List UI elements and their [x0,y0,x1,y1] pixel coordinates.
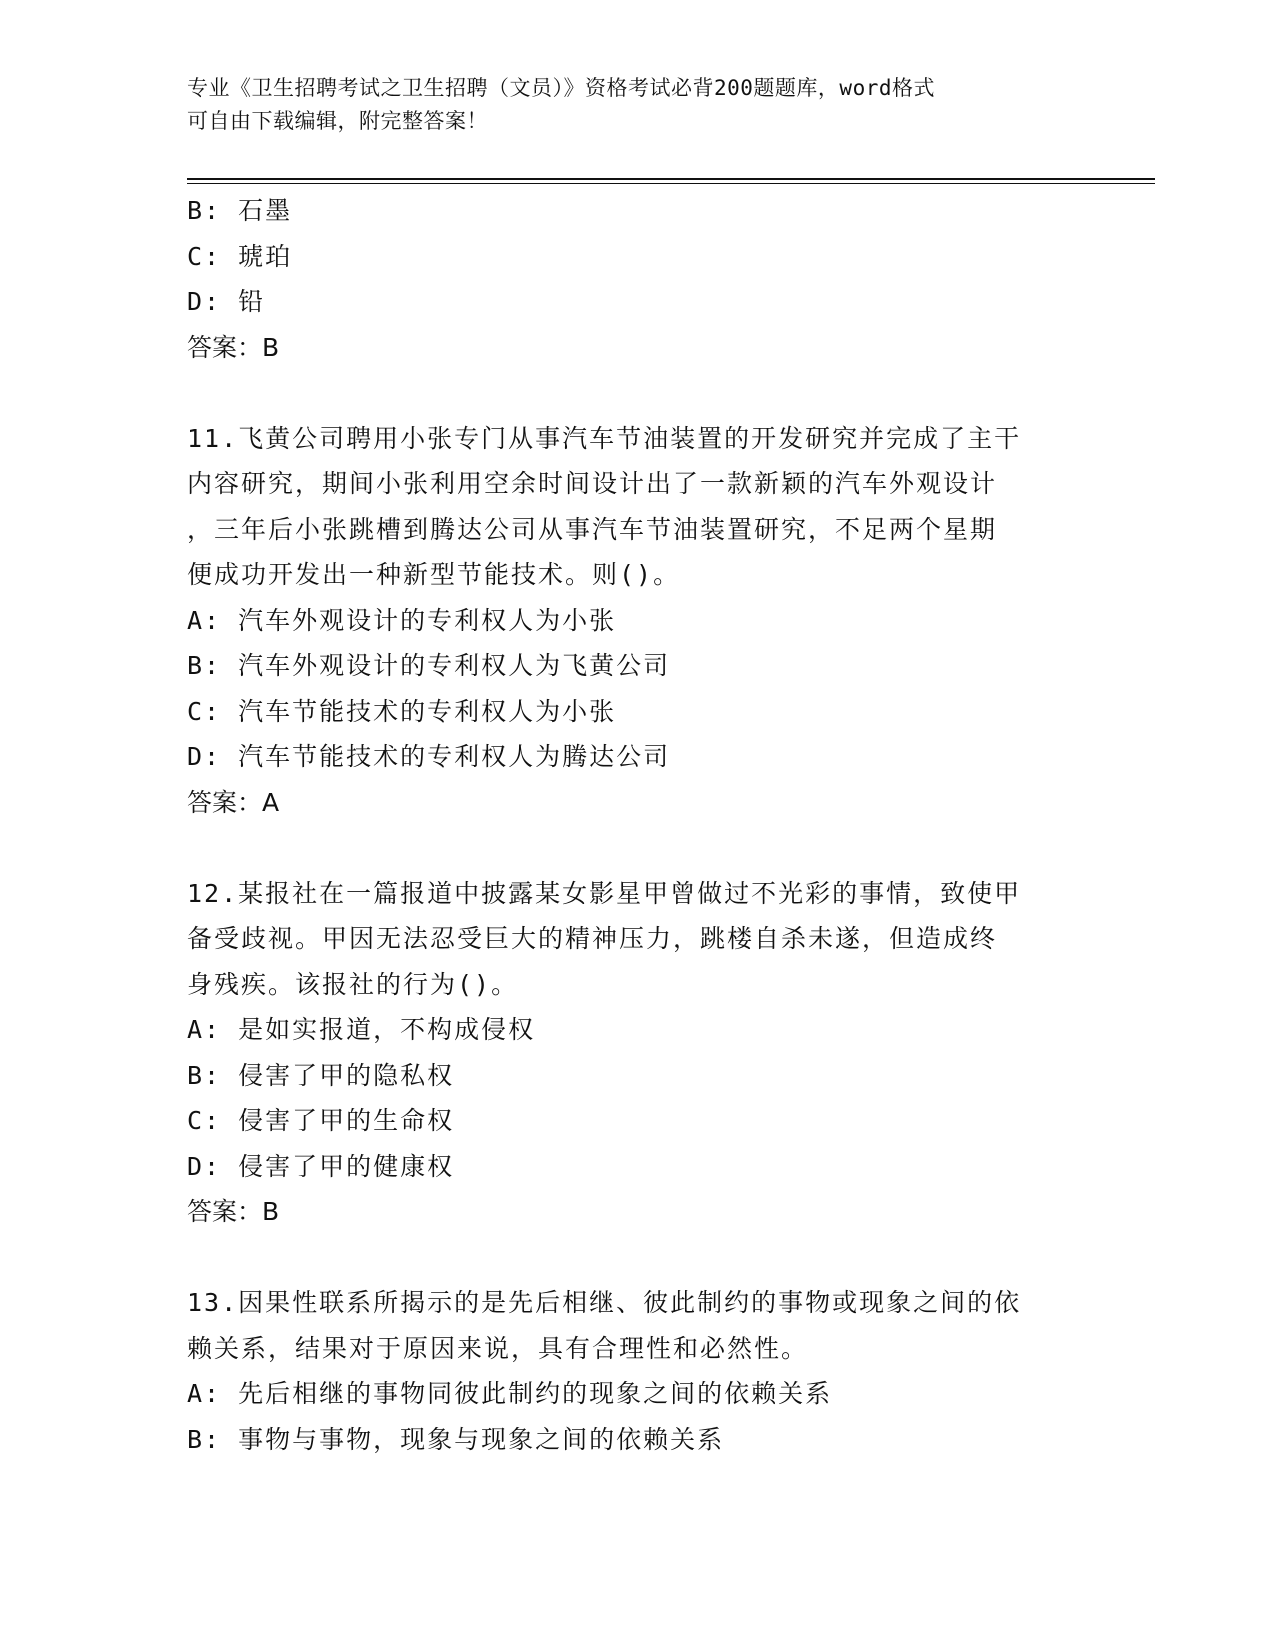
spacer [187,370,1087,416]
question-list [187,188,1087,1462]
question-stem-line: 13.因果性联系所揭示的是先后相继、彼此制约的事物或现象之间的依 [187,1288,1022,1317]
option-b: B: 汽车外观设计的专利权人为飞黄公司 [187,651,671,680]
option-a: A: 是如实报道，不构成侵权 [187,1015,536,1044]
option-d: D: 汽车节能技术的专利权人为腾达公司 [187,742,671,771]
option-b: B: 石墨 [187,196,293,225]
header-divider-thick [187,178,1155,180]
answer-line: 答案：B [187,1197,280,1226]
question-stem-line: 赖关系，结果对于原因来说，具有合理性和必然性。 [187,1333,809,1363]
option-c: C: 侵害了甲的生命权 [187,1106,455,1135]
question-stem-line: 12.某报社在一篇报道中披露某女影星甲曾做过不光彩的事情，致使甲 [187,878,1022,908]
option-a: A: 汽车外观设计的专利权人为小张 [187,605,617,635]
option-a: A: 先后相继的事物同彼此制约的现象之间的依赖关系 [187,1379,833,1408]
question-stem-line: ，三年后小张跳槽到腾达公司从事汽车节油装置研究，不足两个星期 [187,514,998,544]
option-d: D: 侵害了甲的健康权 [187,1151,455,1181]
question-13 [187,1280,1087,1462]
document-header [187,72,1087,138]
question-11 [187,416,1087,826]
spacer [187,825,1087,871]
answer-line: 答案：B [187,332,280,362]
question-stem-line: 身残疾。该报社的行为()。 [187,969,519,999]
question-stem-line: 内容研究，期间小张利用空余时间设计出了一款新颖的汽车外观设计 [187,469,998,498]
header-line-2: 可自由下载编辑，附完整答案！ [187,109,488,133]
question-stem-line: 11.飞黄公司聘用小张专门从事汽车节油装置的开发研究并完成了主干 [187,423,1022,453]
option-c: C: 琥珀 [187,241,293,271]
header-line-1: 专业《卫生招聘考试之卫生招聘（文员）》资格考试必背200题题库，word格式 [187,76,935,100]
question-12 [187,871,1087,1235]
option-d: D: 铅 [187,287,266,316]
header-divider-thin [187,183,1155,184]
answer-line: 答案：A [187,787,280,817]
question-stem-line: 备受歧视。甲因无法忍受巨大的精神压力，跳楼自杀未遂，但造成终 [187,924,998,953]
question-stem-line: 便成功开发出一种新型节能技术。则()。 [187,560,681,589]
spacer [187,1235,1087,1281]
option-b: B: 事物与事物，现象与现象之间的依赖关系 [187,1424,725,1454]
question-partial [187,188,1087,370]
option-b: B: 侵害了甲的隐私权 [187,1060,455,1090]
option-c: C: 汽车节能技术的专利权人为小张 [187,696,617,726]
